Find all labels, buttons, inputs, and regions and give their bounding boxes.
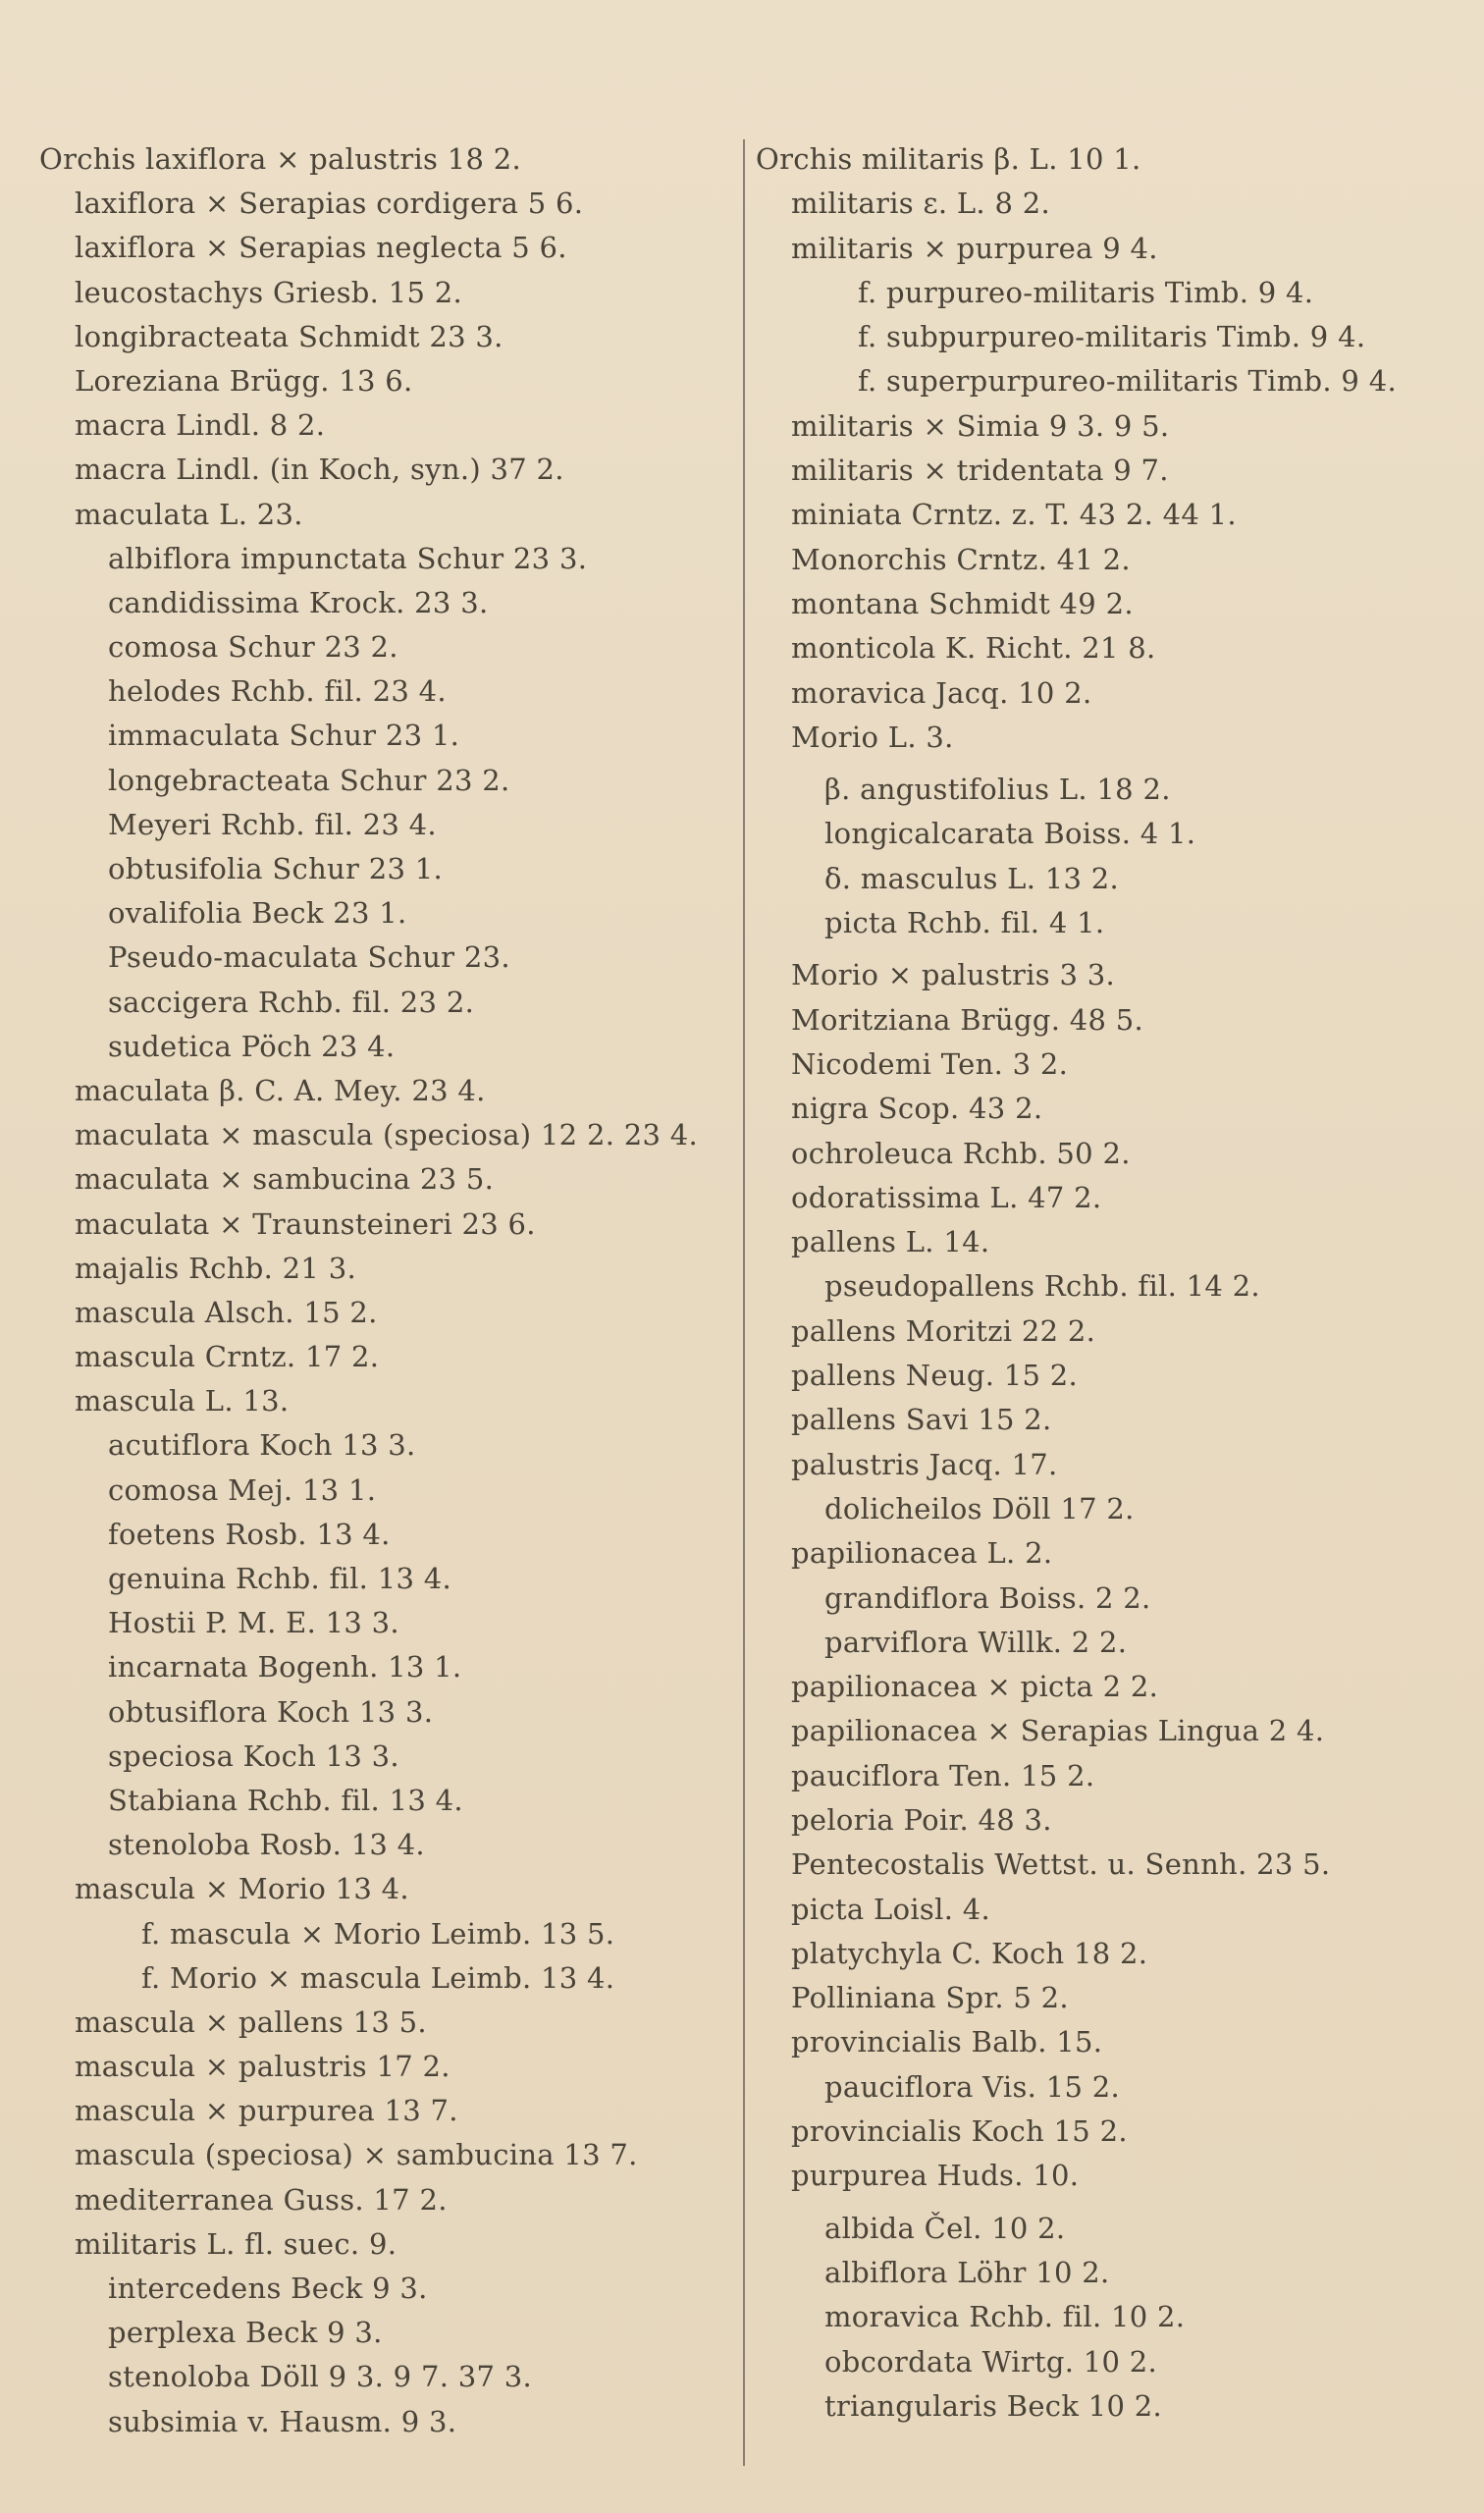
index-entry: mascula Alsch. 15 2. (75, 1295, 378, 1329)
index-entry: papilionacea L. 2. (791, 1536, 1053, 1571)
index-entry: Stabiana Rchb. fil. 13 4. (108, 1783, 463, 1817)
index-entry: sudetica Pöch 23 4. (108, 1029, 396, 1063)
index-entry: obtusifolia Schur 23 1. (108, 852, 443, 885)
index-entry: provincialis Balb. 15. (791, 2025, 1103, 2059)
index-entry: longicalcarata Boiss. 4 1. (824, 817, 1196, 851)
index-entry: militaris × Simia 9 3. 9 5. (791, 408, 1170, 443)
index-entry: purpurea Huds. 10. (791, 2159, 1080, 2193)
index-entry: f. subpurpureo-militaris Timb. 9 4. (858, 320, 1366, 354)
index-entry: pauciflora Ten. 15 2. (791, 1758, 1095, 1792)
index-entry: maculata L. 23. (75, 497, 303, 531)
index-entry: candidissima Krock. 23 3. (108, 585, 489, 619)
index-entry: immaculata Schur 23 1. (108, 719, 460, 753)
index-entry: grandiflora Boiss. 2 2. (824, 1580, 1151, 1615)
index-entry: mascula Crntz. 17 2. (75, 1340, 380, 1374)
index-entry: f. mascula × Morio Leimb. 13 5. (141, 1916, 615, 1951)
index-entry: mascula L. 13. (75, 1384, 290, 1418)
index-column-left (39, 137, 726, 2444)
index-entry: maculata × sambucina 23 5. (75, 1162, 495, 1197)
index-entry: mascula × purpurea 13 7. (75, 2094, 458, 2128)
index-entry: monticola K. Richt. 21 8. (791, 631, 1156, 666)
index-entry: laxiflora × Serapias neglecta 5 6. (75, 231, 567, 265)
index-entry: mascula × Morio 13 4. (75, 1872, 409, 1906)
index-entry: Orchis laxiflora × palustris 18 2. (39, 142, 522, 176)
index-entry: moravica Rchb. fil. 10 2. (824, 2300, 1186, 2334)
index-entry: stenoloba Döll 9 3. 9 7. 37 3. (108, 2360, 533, 2394)
index-entry: Orchis militaris β. L. 10 1. (756, 142, 1141, 176)
index-entry: pallens Moritzi 22 2. (791, 1313, 1096, 1348)
index-entry: Monorchis Crntz. 41 2. (791, 542, 1131, 576)
index-entry: Morio × palustris 3 3. (791, 958, 1116, 992)
index-entry: pallens Savi 15 2. (791, 1403, 1052, 1437)
index-entry: Morio L. 3. (791, 720, 954, 754)
index-entry: maculata β. C. A. Mey. 23 4. (75, 1073, 486, 1107)
index-entry: Nicodemi Ten. 3 2. (791, 1046, 1069, 1081)
index-entry: β. angustifolius L. 18 2. (824, 773, 1171, 807)
index-entry: laxiflora × Serapias cordigera 5 6. (75, 187, 584, 221)
index-entry: helodes Rchb. fil. 23 4. (108, 674, 447, 709)
index-entry: papilionacea × Serapias Lingua 2 4. (791, 1714, 1325, 1748)
index-entry: ochroleuca Rchb. 50 2. (791, 1136, 1131, 1170)
index-entry: speciosa Koch 13 3. (108, 1738, 399, 1773)
index-entry: odoratissima L. 47 2. (791, 1180, 1102, 1214)
index-entry: parviflora Willk. 2 2. (824, 1625, 1128, 1659)
index-entry: mascula × pallens 13 5. (75, 2005, 427, 2039)
index-entry: mascula × palustris 17 2. (75, 2050, 450, 2084)
index-entry: mediterranea Guss. 17 2. (75, 2182, 448, 2217)
index-entry: Polliniana Spr. 5 2. (791, 1981, 1069, 2015)
index-entry: militaris × tridentata 9 7. (791, 454, 1169, 488)
index-entry: picta Loisl. 4. (791, 1892, 990, 1926)
index-entry: saccigera Rchb. fil. 23 2. (108, 985, 475, 1019)
index-column-right (756, 137, 1462, 2429)
index-entry: intercedens Beck 9 3. (108, 2272, 428, 2305)
index-entry: macra Lindl. 8 2. (75, 408, 326, 443)
index-entry: platychyla C. Koch 18 2. (791, 1936, 1148, 1970)
index-entry: obtusiflora Koch 13 3. (108, 1694, 434, 1729)
index-entry: picta Rchb. fil. 4 1. (824, 906, 1105, 940)
index-entry: pauciflora Vis. 15 2. (824, 2069, 1121, 2104)
index-entry: peloria Poir. 48 3. (791, 1802, 1052, 1837)
index-entry: comosa Mej. 13 1. (108, 1472, 377, 1507)
index-entry: militaris L. fl. suec. 9. (75, 2226, 398, 2261)
index-entry: albida Čel. 10 2. (824, 2211, 1066, 2245)
index-entry: comosa Schur 23 2. (108, 630, 398, 665)
index-entry: pallens L. 14. (791, 1225, 990, 1259)
index-entry: incarnata Bogenh. 13 1. (108, 1650, 462, 1684)
index-entry: triangularis Beck 10 2. (824, 2388, 1162, 2423)
index-entry: foetens Rosb. 13 4. (108, 1517, 391, 1551)
index-entry: dolicheilos Döll 17 2. (824, 1491, 1135, 1525)
index-entry: acutiflora Koch 13 3. (108, 1428, 416, 1463)
index-entry: pallens Neug. 15 2. (791, 1359, 1079, 1393)
index-entry: pseudopallens Rchb. fil. 14 2. (824, 1269, 1260, 1304)
index-entry: albiflora impunctata Schur 23 3. (108, 541, 588, 575)
index-entry: montana Schmidt 49 2. (791, 586, 1134, 620)
index-entry: f. purpureo-militaris Timb. 9 4. (858, 275, 1314, 309)
index-entry: f. Morio × mascula Leimb. 13 4. (141, 1960, 615, 1995)
index-entry: maculata × mascula (speciosa) 12 2. 23 4. (75, 1118, 699, 1152)
index-entry: f. superpurpureo-militaris Timb. 9 4. (858, 364, 1397, 399)
index-entry: perplexa Beck 9 3. (108, 2316, 383, 2350)
index-entry: Meyeri Rchb. fil. 23 4. (108, 807, 437, 841)
index-entry: δ. masculus L. 13 2. (824, 861, 1120, 895)
index-entry: Loreziana Brügg. 13 6. (75, 363, 413, 398)
index-entry: subsimia v. Hausm. 9 3. (108, 2404, 457, 2438)
index-entry: militaris × purpurea 9 4. (791, 231, 1158, 265)
index-entry: miniata Crntz. z. T. 43 2. 44 1. (791, 498, 1237, 532)
index-entry: albiflora Löhr 10 2. (824, 2255, 1110, 2289)
index-entry: longebracteata Schur 23 2. (108, 763, 510, 797)
index-entry: ovalifolia Beck 23 1. (108, 896, 407, 931)
index-entry: leucostachys Griesb. 15 2. (75, 275, 462, 309)
index-entry: obcordata Wirtg. 10 2. (824, 2344, 1158, 2379)
index-entry: genuina Rchb. fil. 13 4. (108, 1562, 452, 1595)
index-entry: maculata × Traunsteineri 23 6. (75, 1206, 536, 1241)
index-entry: Moritziana Brügg. 48 5. (791, 1002, 1144, 1037)
index-entry: Pentecostalis Wettst. u. Sennh. 23 5. (791, 1847, 1331, 1882)
index-entry: Hostii P. M. E. 13 3. (108, 1606, 399, 1640)
index-entry: provincialis Koch 15 2. (791, 2114, 1128, 2149)
index-entry: moravica Jacq. 10 2. (791, 675, 1092, 710)
index-entry: macra Lindl. (in Koch, syn.) 37 2. (75, 453, 564, 487)
column-divider (743, 139, 745, 2466)
index-entry: nigra Scop. 43 2. (791, 1092, 1043, 1126)
index-entry: mascula (speciosa) × sambucina 13 7. (75, 2138, 638, 2172)
index-entry: militaris ε. L. 8 2. (791, 187, 1050, 221)
index-entry: longibracteata Schmidt 23 3. (75, 319, 504, 353)
index-entry: papilionacea × picta 2 2. (791, 1670, 1159, 1704)
index-entry: stenoloba Rosb. 13 4. (108, 1828, 425, 1862)
index-entry: Pseudo-maculata Schur 23. (108, 940, 510, 975)
index-entry: majalis Rchb. 21 3. (75, 1251, 356, 1285)
index-entry: palustris Jacq. 17. (791, 1447, 1058, 1481)
